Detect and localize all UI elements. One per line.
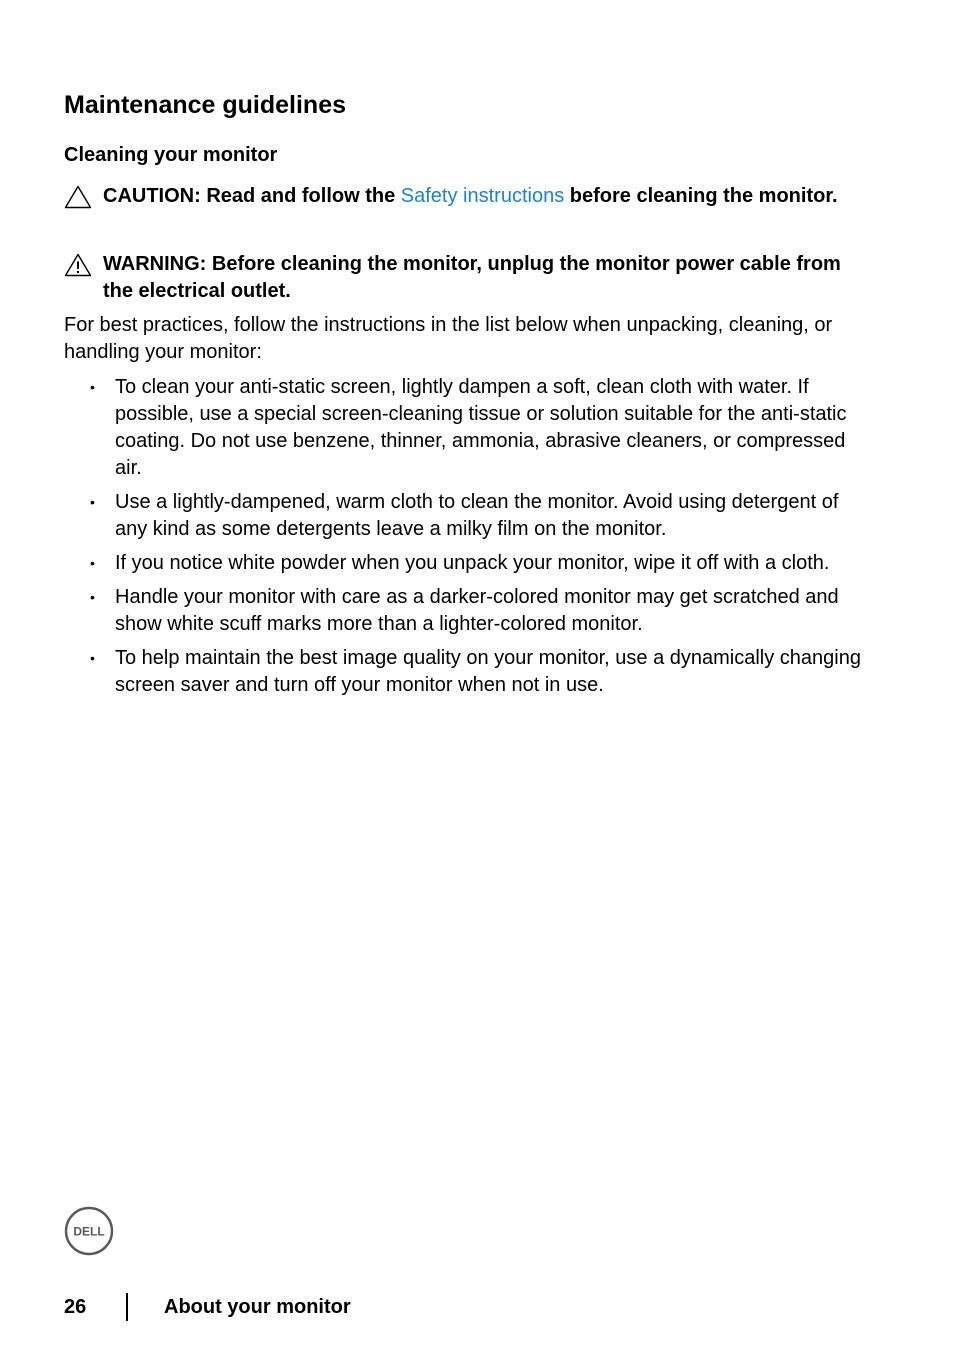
page-number: 26 xyxy=(64,1296,87,1318)
caution-triangle-icon xyxy=(64,185,92,209)
section-title: Cleaning your monitor xyxy=(64,144,278,166)
list-item-text: To clean your anti-static screen, lightly dampen a soft, clean cloth with water. If possible, use a special screen-cleaning tissue or solution suitable for the anti-static coating. Do not use benzene, thinner, ammonia, abrasive cleaners, or compressed air. xyxy=(115,376,847,479)
bullet-marker: • xyxy=(90,555,95,571)
list-item-text: To help maintain the best image quality on your monitor, use a dynamically changing screen saver and turn off your monitor when not in use. xyxy=(115,647,861,696)
list-item-text: Use a lightly-dampened, warm cloth to clean the monitor. Avoid using detergent of any kind as some detergents leave a milky film on the monitor. xyxy=(115,491,839,540)
list-item xyxy=(64,489,864,543)
footer-divider xyxy=(126,1293,128,1321)
cleaning-tips-list xyxy=(64,374,864,706)
bullet-marker: • xyxy=(90,494,95,510)
warning-triangle-icon xyxy=(64,253,92,277)
bullet-marker: • xyxy=(90,650,95,666)
intro-paragraph: For best practices, follow the instructions in the list below when unpacking, cleaning, or handling your monitor: xyxy=(64,314,833,363)
list-item xyxy=(64,550,864,577)
footer-section-title: About your monitor xyxy=(164,1296,351,1318)
caution-text-after: before cleaning the monitor. xyxy=(564,185,838,207)
page-title: Maintenance guidelines xyxy=(64,91,347,119)
list-item xyxy=(64,374,864,482)
warning-text: WARNING: Before cleaning the monitor, unplug the monitor power cable from the electrical outlet. xyxy=(103,253,841,302)
list-item-text: Handle your monitor with care as a darker-colored monitor may get scratched and show white scuff marks more than a lighter-colored monitor. xyxy=(115,586,839,635)
safety-instructions-link[interactable]: Safety instructions xyxy=(400,185,565,207)
caution-text xyxy=(103,183,864,210)
logo-wordmark: DELL xyxy=(73,1224,105,1239)
list-item xyxy=(64,645,864,699)
caution-notice xyxy=(64,183,864,210)
list-item xyxy=(64,584,864,638)
bullet-marker: • xyxy=(90,379,95,395)
warning-notice xyxy=(64,251,864,305)
caution-text-before: CAUTION: Read and follow the xyxy=(103,185,401,207)
bullet-marker: • xyxy=(90,589,95,605)
dell-logo-icon xyxy=(64,1206,114,1256)
list-item-text: If you notice white powder when you unpack your monitor, wipe it off with a cloth. xyxy=(115,552,830,574)
